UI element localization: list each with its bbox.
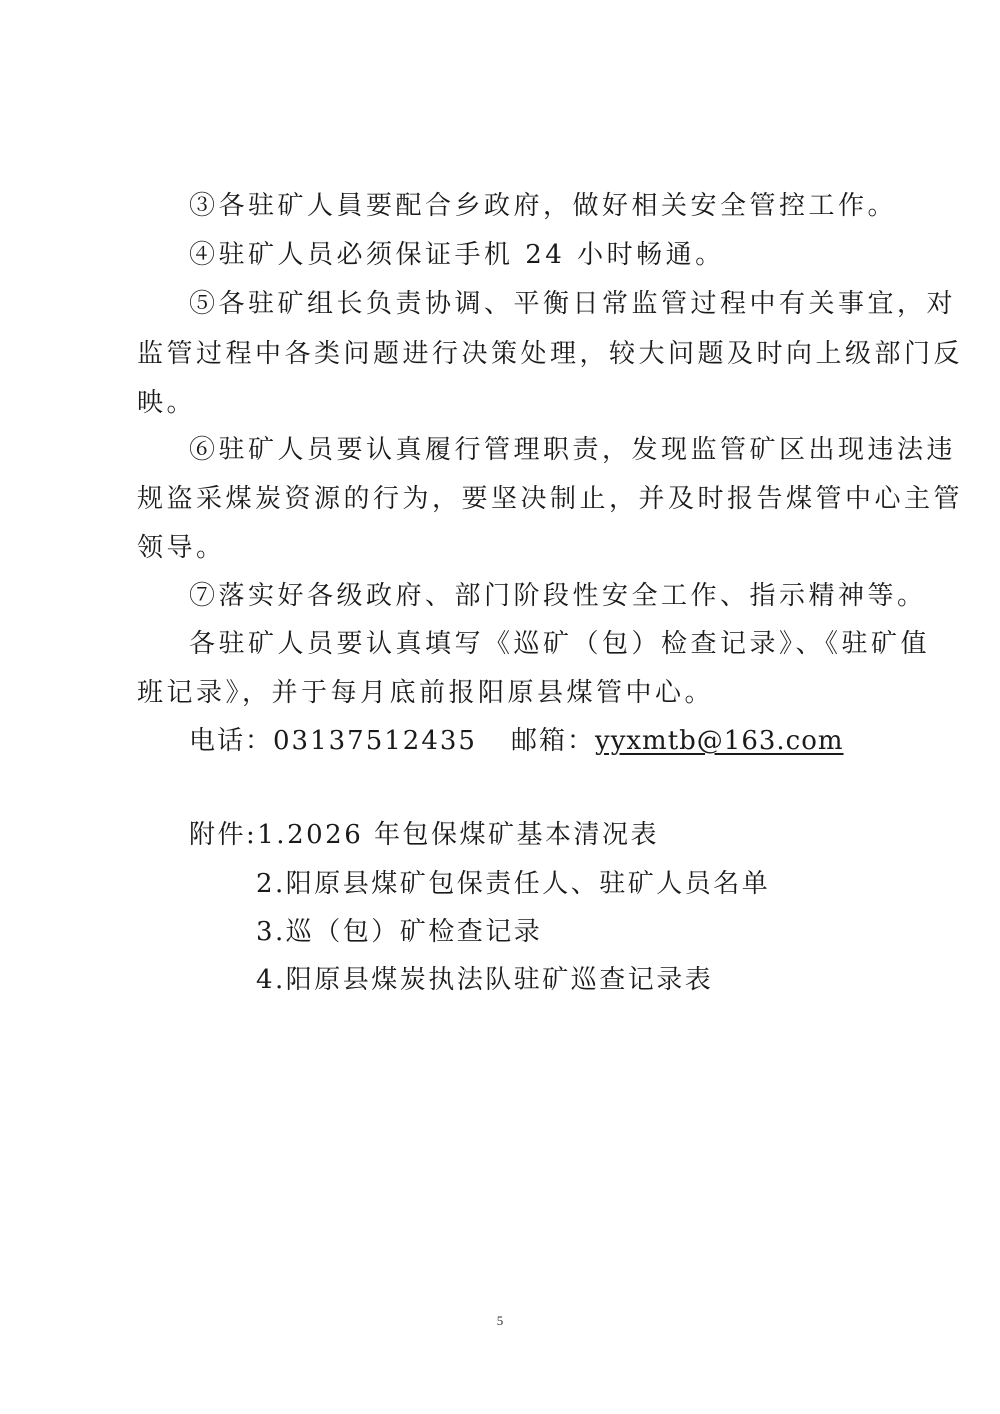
attachment-item-4: 4.阳原县煤炭执法队驻矿巡查记录表 <box>256 965 714 995</box>
paragraph-item-5-line-2: 监管过程中各类问题进行决策处理，较大问题及时向上级部门反 <box>137 339 964 369</box>
attachments-label: 附件: <box>189 820 258 850</box>
paragraph-item-6-line-3: 领导。 <box>137 533 226 563</box>
phone-number: 03137512435 <box>273 726 477 756</box>
paragraph-item-7: ⑦落实好各级政府、部门阶段性安全工作、指示精神等。 <box>189 581 927 611</box>
paragraph-item-6-line-1: ⑥驻矿人员要认真履行管理职责，发现监管矿区出现违法违 <box>189 435 957 465</box>
paragraph-item-3: ③各驻矿人員要配合乡政府，做好相关安全管控工作。 <box>189 191 898 221</box>
attachment-item-3: 3.巡（包）矿检查记录 <box>256 917 543 947</box>
attachment-item-1 <box>189 817 659 853</box>
email-label: 邮箱： <box>510 726 595 756</box>
page-number: 5 <box>496 1313 504 1328</box>
paragraph-item-6-line-2: 规盗采煤炭资源的行为，要坚决制止，并及时报告煤管中心主管 <box>137 484 964 514</box>
contact-line <box>189 723 844 759</box>
paragraph-item-5-line-1: ⑤各驻矿组长负责协调、平衡日常监管过程中有关事宜，对 <box>189 289 957 319</box>
email-link[interactable]: yyxmtb@163.com <box>595 726 844 756</box>
attachment-item-2: 2.阳原县煤矿包保责任人、驻矿人员名单 <box>256 869 771 899</box>
paragraph-item-5-line-3: 映。 <box>137 388 197 418</box>
records-paragraph-line-2: 班记录》，并于每月底前报阳原县煤管中心。 <box>137 678 715 708</box>
records-paragraph-line-1: 各驻矿人员要认真填写《巡矿（包）检查记录》、《驻矿值 <box>189 629 931 659</box>
attachment-text: 1.2026 年包保煤矿基本清况表 <box>257 820 660 850</box>
phone-label: 电话： <box>189 726 274 756</box>
paragraph-item-4: ④驻矿人员必须保证手机 24 小时畅通。 <box>189 240 725 270</box>
